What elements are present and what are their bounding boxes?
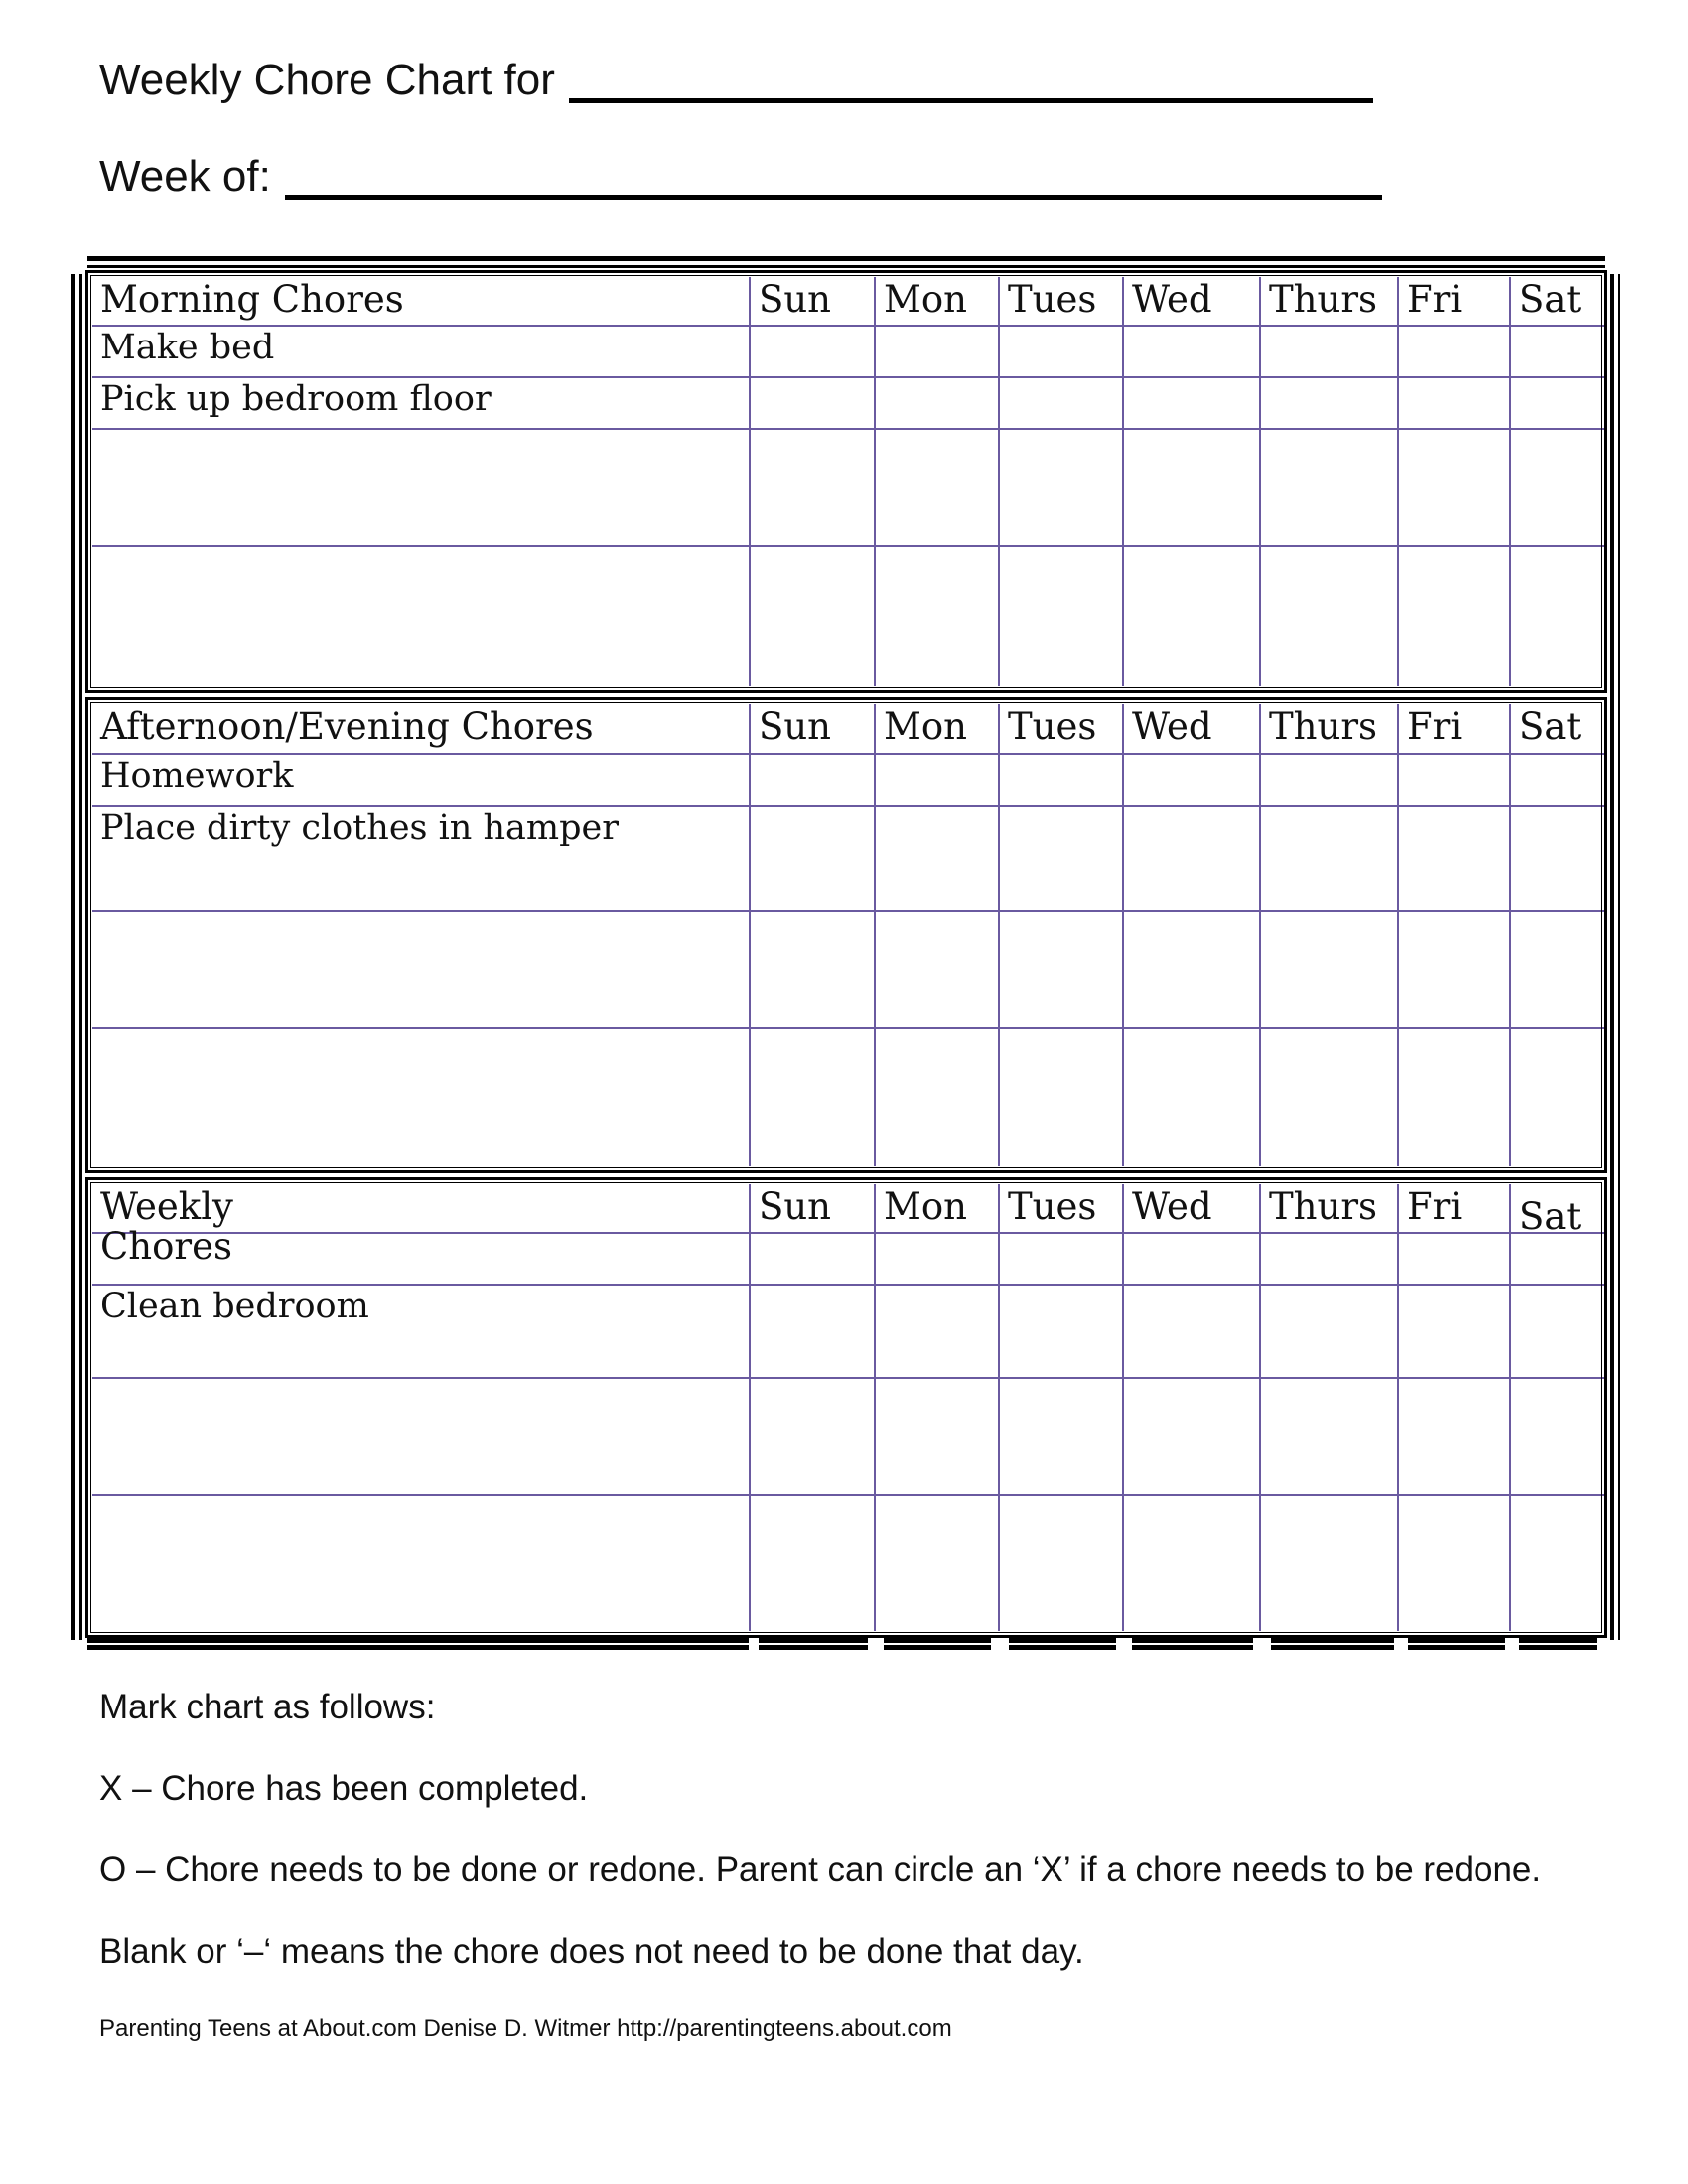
checkbox-cell-sun[interactable] <box>751 755 876 807</box>
checkbox-cell-sat[interactable] <box>1511 1286 1604 1379</box>
week-of-line <box>99 152 1382 202</box>
checkbox-cell-sun[interactable] <box>751 1234 876 1286</box>
checkbox-cell-sat[interactable] <box>1511 378 1604 430</box>
chart-title-line <box>99 56 1373 105</box>
day-header-thurs: Thurs <box>1261 277 1399 327</box>
checkbox-cell-fri[interactable] <box>1399 327 1511 378</box>
checkbox-cell-fri[interactable] <box>1399 378 1511 430</box>
afternoon-section <box>85 697 1607 1173</box>
checkbox-cell-fri[interactable] <box>1399 807 1511 912</box>
bottom-rule-segment <box>1271 1638 1394 1650</box>
checkbox-cell-tues[interactable] <box>1000 755 1124 807</box>
chore-label: Make bed <box>92 327 751 378</box>
weekly-section <box>85 1177 1607 1638</box>
day-header-thurs: Thurs <box>1261 1184 1399 1234</box>
day-header-sun: Sun <box>751 704 876 755</box>
chore-label: Place dirty clothes in hamper <box>92 807 751 912</box>
checkbox-cell-sun[interactable] <box>751 430 876 547</box>
checkbox-cell-tues[interactable] <box>1000 1029 1124 1166</box>
checkbox-cell-wed[interactable] <box>1124 1379 1261 1496</box>
checkbox-cell-sun[interactable] <box>751 378 876 430</box>
checkbox-cell-sun[interactable] <box>751 327 876 378</box>
checkbox-cell-fri[interactable] <box>1399 755 1511 807</box>
checkbox-cell-wed[interactable] <box>1124 807 1261 912</box>
checkbox-cell-tues[interactable] <box>1000 327 1124 378</box>
checkbox-cell-fri[interactable] <box>1399 912 1511 1029</box>
checkbox-cell-sat[interactable] <box>1511 430 1604 547</box>
checkbox-cell-sun[interactable] <box>751 1379 876 1496</box>
day-header-fri: Fri <box>1399 704 1511 755</box>
instruction-blank: Blank or ‘–‘ means the chore does not need to be done that day. <box>99 1932 1084 1971</box>
bottom-rule-segment <box>87 1638 749 1650</box>
checkbox-cell-mon[interactable] <box>876 327 1000 378</box>
checkbox-cell-wed[interactable] <box>1124 378 1261 430</box>
bottom-rule-segment <box>1408 1638 1505 1650</box>
checkbox-cell-wed[interactable] <box>1124 1286 1261 1379</box>
day-header-sun: Sun <box>751 277 876 327</box>
checkbox-cell-wed[interactable] <box>1124 1496 1261 1631</box>
checkbox-cell-sat[interactable] <box>1511 807 1604 912</box>
day-header-wed: Wed <box>1124 277 1261 327</box>
day-header-mon: Mon <box>876 704 1000 755</box>
chore-label: Pick up bedroom floor <box>92 378 751 430</box>
checkbox-cell-fri[interactable] <box>1399 547 1511 686</box>
day-header-tues: Tues <box>1000 277 1124 327</box>
checkbox-cell-fri[interactable] <box>1399 430 1511 547</box>
checkbox-cell-tues[interactable] <box>1000 547 1124 686</box>
day-header-wed: Wed <box>1124 1184 1261 1234</box>
day-header-sat: Sat <box>1511 1184 1604 1234</box>
checkbox-cell-thurs[interactable] <box>1261 547 1399 686</box>
day-header-wed: Wed <box>1124 704 1261 755</box>
chore-label <box>92 1029 751 1166</box>
checkbox-cell-thurs[interactable] <box>1261 1379 1399 1496</box>
chore-label: Homework <box>92 755 751 807</box>
weekly-grid <box>92 1184 1600 1631</box>
day-header-sat: Sat <box>1511 704 1604 755</box>
checkbox-cell-thurs[interactable] <box>1261 327 1399 378</box>
checkbox-cell-wed[interactable] <box>1124 1234 1261 1286</box>
checkbox-cell-tues[interactable] <box>1000 1234 1124 1286</box>
day-header-sun: Sun <box>751 1184 876 1234</box>
checkbox-cell-fri[interactable] <box>1399 1029 1511 1166</box>
checkbox-cell-tues[interactable] <box>1000 430 1124 547</box>
chart-top-rule-inner <box>87 265 1605 268</box>
checkbox-cell-sat[interactable] <box>1511 1496 1604 1631</box>
section-heading: Morning Chores <box>92 277 751 327</box>
name-blank-line[interactable] <box>569 98 1373 103</box>
checkbox-cell-thurs[interactable] <box>1261 912 1399 1029</box>
checkbox-cell-tues[interactable] <box>1000 912 1124 1029</box>
checkbox-cell-tues[interactable] <box>1000 1379 1124 1496</box>
checkbox-cell-thurs[interactable] <box>1261 378 1399 430</box>
checkbox-cell-thurs[interactable] <box>1261 1029 1399 1166</box>
checkbox-cell-fri[interactable] <box>1399 1286 1511 1379</box>
checkbox-cell-sat[interactable] <box>1511 327 1604 378</box>
checkbox-cell-wed[interactable] <box>1124 547 1261 686</box>
day-header-fri: Fri <box>1399 1184 1511 1234</box>
checkbox-cell-mon[interactable] <box>876 547 1000 686</box>
chore-label <box>92 912 751 1029</box>
checkbox-cell-thurs[interactable] <box>1261 430 1399 547</box>
day-header-sat: Sat <box>1511 277 1604 327</box>
week-of-label: Week of: <box>99 152 271 201</box>
chart-right-border <box>1610 274 1620 1640</box>
chart-left-border <box>71 274 82 1640</box>
chore-label: Chores <box>92 1224 751 1286</box>
checkbox-cell-tues[interactable] <box>1000 1286 1124 1379</box>
checkbox-cell-sun[interactable] <box>751 1029 876 1166</box>
footer-credit: Parenting Teens at About.com Denise D. Witmer http://parentingteens.about.com <box>99 2015 952 2042</box>
checkbox-cell-sat[interactable] <box>1511 1234 1604 1286</box>
day-header-fri: Fri <box>1399 277 1511 327</box>
bottom-rule-segment <box>1132 1638 1253 1650</box>
checkbox-cell-mon[interactable] <box>876 378 1000 430</box>
checkbox-cell-mon[interactable] <box>876 755 1000 807</box>
chore-label <box>92 430 751 547</box>
day-header-thurs: Thurs <box>1261 704 1399 755</box>
checkbox-cell-mon[interactable] <box>876 912 1000 1029</box>
chore-label: Clean bedroom <box>92 1286 751 1379</box>
afternoon-grid <box>92 704 1600 1166</box>
checkbox-cell-mon[interactable] <box>876 807 1000 912</box>
checkbox-cell-thurs[interactable] <box>1261 755 1399 807</box>
day-header-tues: Tues <box>1000 704 1124 755</box>
checkbox-cell-sun[interactable] <box>751 807 876 912</box>
checkbox-cell-mon[interactable] <box>876 1379 1000 1496</box>
checkbox-cell-mon[interactable] <box>876 1286 1000 1379</box>
checkbox-cell-sat[interactable] <box>1511 912 1604 1029</box>
checkbox-cell-sat[interactable] <box>1511 547 1604 686</box>
checkbox-cell-mon[interactable] <box>876 1234 1000 1286</box>
bottom-rule-segment <box>1519 1638 1597 1650</box>
checkbox-cell-thurs[interactable] <box>1261 1286 1399 1379</box>
morning-grid <box>92 277 1600 686</box>
chart-top-rule <box>87 256 1605 261</box>
checkbox-cell-wed[interactable] <box>1124 1029 1261 1166</box>
checkbox-cell-sun[interactable] <box>751 1496 876 1631</box>
section-heading: Afternoon/Evening Chores <box>92 704 751 755</box>
checkbox-cell-thurs[interactable] <box>1261 1234 1399 1286</box>
checkbox-cell-sat[interactable] <box>1511 1379 1604 1496</box>
checkbox-cell-sun[interactable] <box>751 912 876 1029</box>
instructions-intro: Mark chart as follows: <box>99 1688 436 1726</box>
checkbox-cell-fri[interactable] <box>1399 1379 1511 1496</box>
checkbox-cell-thurs[interactable] <box>1261 1496 1399 1631</box>
checkbox-cell-wed[interactable] <box>1124 430 1261 547</box>
chore-label <box>92 1379 751 1496</box>
checkbox-cell-fri[interactable] <box>1399 1234 1511 1286</box>
checkbox-cell-fri[interactable] <box>1399 1496 1511 1631</box>
chart-title-label: Weekly Chore Chart for <box>99 56 555 104</box>
chore-label <box>92 1496 751 1631</box>
morning-section <box>85 270 1607 693</box>
instruction-x: X – Chore has been completed. <box>99 1769 589 1808</box>
checkbox-cell-mon[interactable] <box>876 1496 1000 1631</box>
week-blank-line[interactable] <box>285 195 1382 200</box>
checkbox-cell-sun[interactable] <box>751 1286 876 1379</box>
section-heading: Weekly <box>92 1184 751 1234</box>
checkbox-cell-sun[interactable] <box>751 547 876 686</box>
day-header-tues: Tues <box>1000 1184 1124 1234</box>
bottom-rule-segment <box>759 1638 868 1650</box>
checkbox-cell-tues[interactable] <box>1000 1496 1124 1631</box>
instruction-o: O – Chore needs to be done or redone. Parent can circle an ‘X’ if a chore needs to be redone. <box>99 1850 1542 1889</box>
day-header-mon: Mon <box>876 1184 1000 1234</box>
checkbox-cell-tues[interactable] <box>1000 378 1124 430</box>
checkbox-cell-wed[interactable] <box>1124 327 1261 378</box>
checkbox-cell-mon[interactable] <box>876 430 1000 547</box>
checkbox-cell-sat[interactable] <box>1511 755 1604 807</box>
chore-chart <box>71 256 1620 1656</box>
bottom-rule-segment <box>884 1638 991 1650</box>
chore-label <box>92 547 751 686</box>
checkbox-cell-sat[interactable] <box>1511 1029 1604 1166</box>
day-header-mon: Mon <box>876 277 1000 327</box>
bottom-rule-segment <box>1009 1638 1116 1650</box>
checkbox-cell-wed[interactable] <box>1124 755 1261 807</box>
checkbox-cell-tues[interactable] <box>1000 807 1124 912</box>
checkbox-cell-wed[interactable] <box>1124 912 1261 1029</box>
checkbox-cell-mon[interactable] <box>876 1029 1000 1166</box>
checkbox-cell-thurs[interactable] <box>1261 807 1399 912</box>
